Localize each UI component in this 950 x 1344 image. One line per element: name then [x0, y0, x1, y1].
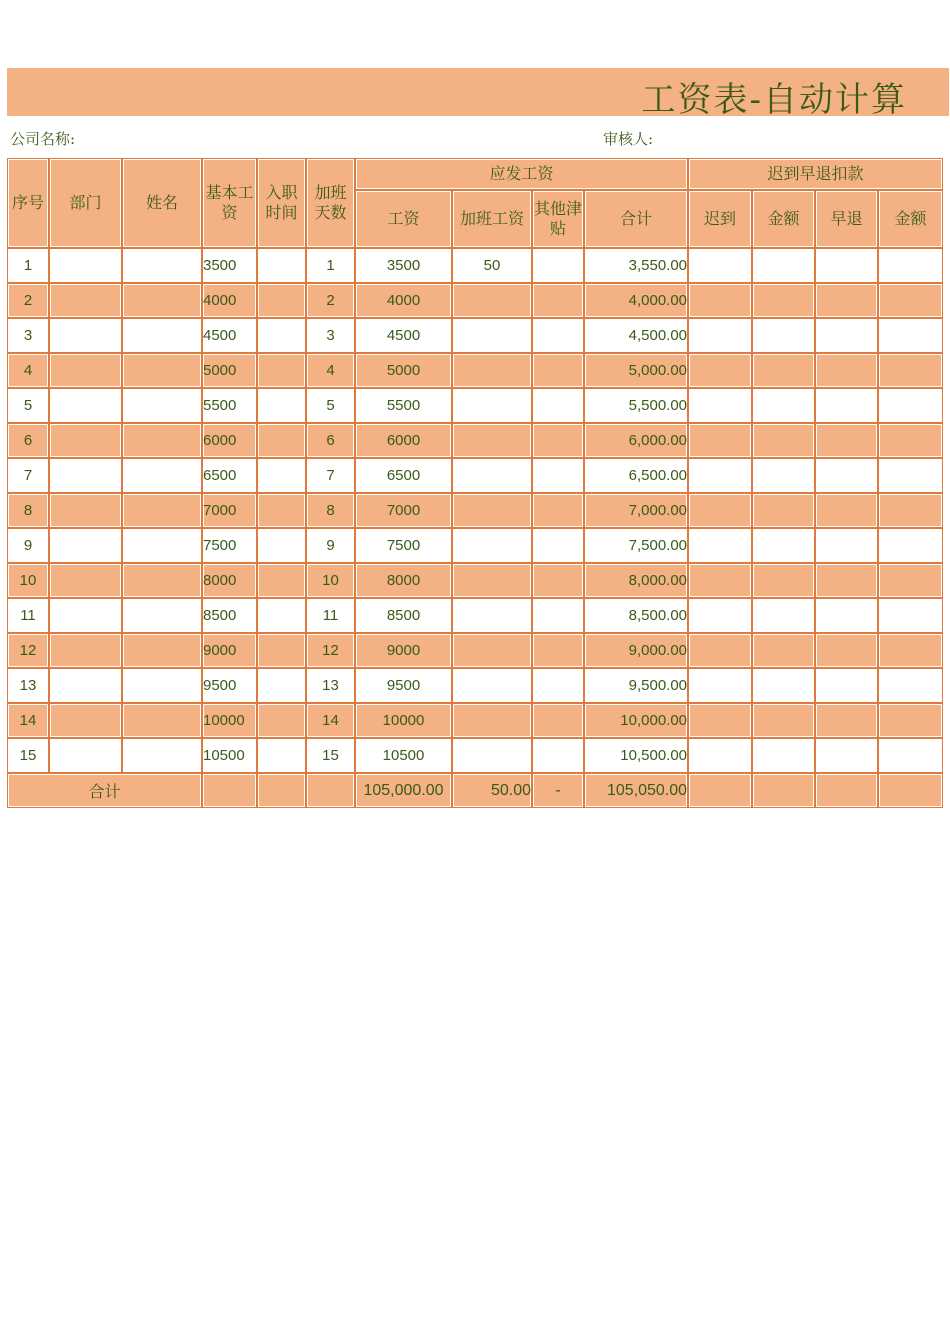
base-salary-cell[interactable]: 8500	[202, 598, 257, 633]
header-subtotal: 合计	[584, 190, 688, 248]
header-early: 早退	[815, 190, 878, 248]
name-cell[interactable]	[122, 318, 202, 353]
title-bar	[7, 68, 949, 120]
base-salary-cell[interactable]: 6000	[202, 423, 257, 458]
ot-pay-cell[interactable]	[452, 318, 532, 353]
other-allowance-cell[interactable]	[532, 738, 584, 773]
ot-days-cell[interactable]: 9	[306, 528, 355, 563]
table-row	[7, 248, 943, 283]
ot-days-cell[interactable]: 2	[306, 283, 355, 318]
dept-cell[interactable]	[49, 318, 122, 353]
header-ot-pay: 加班工资	[452, 190, 532, 248]
ot-pay-cell[interactable]: 50	[452, 248, 532, 283]
ot-days-cell[interactable]: 11	[306, 598, 355, 633]
ot-days-cell[interactable]: 6	[306, 423, 355, 458]
early-amount-cell[interactable]	[878, 423, 943, 458]
wage-cell[interactable]: 4500	[355, 318, 452, 353]
late-amount-cell[interactable]	[752, 458, 815, 493]
ot-pay-cell[interactable]	[452, 668, 532, 703]
dept-cell[interactable]	[49, 388, 122, 423]
late-amount-cell[interactable]	[752, 668, 815, 703]
base-salary-cell[interactable]: 6500	[202, 458, 257, 493]
early-cell[interactable]	[815, 598, 878, 633]
early-cell[interactable]	[815, 493, 878, 528]
name-cell[interactable]	[122, 423, 202, 458]
subtotal-cell[interactable]: 8,500.00	[584, 598, 688, 633]
seq-cell[interactable]: 13	[7, 668, 49, 703]
early-cell[interactable]	[815, 738, 878, 773]
ot-pay-cell[interactable]	[452, 458, 532, 493]
hire-date-cell[interactable]	[257, 248, 306, 283]
late-amount-cell[interactable]	[752, 598, 815, 633]
early-amount-cell[interactable]	[878, 528, 943, 563]
early-cell[interactable]	[815, 388, 878, 423]
wage-cell[interactable]: 7500	[355, 528, 452, 563]
seq-cell[interactable]: 8	[7, 493, 49, 528]
early-amount-cell[interactable]	[878, 248, 943, 283]
subtotal-cell[interactable]: 10,000.00	[584, 703, 688, 738]
early-amount-cell[interactable]	[878, 738, 943, 773]
table-row	[7, 668, 943, 703]
subtotal-cell[interactable]: 6,000.00	[584, 423, 688, 458]
ot-days-cell[interactable]: 1	[306, 248, 355, 283]
dept-cell[interactable]	[49, 353, 122, 388]
ot-days-cell[interactable]: 7	[306, 458, 355, 493]
early-cell[interactable]	[815, 318, 878, 353]
seq-cell[interactable]: 4	[7, 353, 49, 388]
table-row	[7, 318, 943, 353]
name-cell[interactable]	[122, 248, 202, 283]
base-salary-cell[interactable]: 5500	[202, 388, 257, 423]
seq-cell[interactable]: 15	[7, 738, 49, 773]
wage-cell[interactable]: 3500	[355, 248, 452, 283]
seq-cell[interactable]: 2	[7, 283, 49, 318]
base-salary-cell[interactable]: 9500	[202, 668, 257, 703]
late-cell[interactable]	[688, 563, 752, 598]
dept-cell[interactable]	[49, 493, 122, 528]
early-amount-cell[interactable]	[878, 388, 943, 423]
base-salary-cell[interactable]: 7000	[202, 493, 257, 528]
ot-pay-cell[interactable]	[452, 528, 532, 563]
late-amount-cell[interactable]	[752, 633, 815, 668]
early-cell[interactable]	[815, 633, 878, 668]
name-cell[interactable]	[122, 738, 202, 773]
ot-days-cell[interactable]: 15	[306, 738, 355, 773]
table-cell[interactable]	[306, 773, 355, 808]
other-allowance-cell[interactable]	[532, 493, 584, 528]
wage-cell[interactable]: 5500	[355, 388, 452, 423]
subtotal-cell[interactable]: 9,500.00	[584, 668, 688, 703]
wage-cell[interactable]: 6500	[355, 458, 452, 493]
table-row	[7, 388, 943, 423]
late-cell[interactable]	[688, 388, 752, 423]
seq-cell[interactable]: 3	[7, 318, 49, 353]
totals-total[interactable]: 105,050.00	[584, 773, 688, 808]
ot-days-cell[interactable]: 8	[306, 493, 355, 528]
hire-date-cell[interactable]	[257, 703, 306, 738]
table-row	[7, 528, 943, 563]
subtotal-cell[interactable]: 5,000.00	[584, 353, 688, 388]
hire-date-cell[interactable]	[257, 353, 306, 388]
subtotal-cell[interactable]: 5,500.00	[584, 388, 688, 423]
dept-cell[interactable]	[49, 563, 122, 598]
dept-cell[interactable]	[49, 668, 122, 703]
early-amount-cell[interactable]	[878, 633, 943, 668]
header-late-amount: 金额	[752, 190, 815, 248]
early-cell[interactable]	[815, 458, 878, 493]
seq-cell[interactable]: 14	[7, 703, 49, 738]
early-amount-cell[interactable]	[878, 353, 943, 388]
base-salary-cell[interactable]: 7500	[202, 528, 257, 563]
header-seq: 序号	[7, 158, 49, 248]
header-wage: 工资	[355, 190, 452, 248]
ot-pay-cell[interactable]	[452, 598, 532, 633]
hire-date-cell[interactable]	[257, 458, 306, 493]
dept-cell[interactable]	[49, 703, 122, 738]
early-amount-cell[interactable]	[878, 703, 943, 738]
other-allowance-cell[interactable]	[532, 668, 584, 703]
dept-cell[interactable]	[49, 598, 122, 633]
hire-date-cell[interactable]	[257, 493, 306, 528]
early-cell[interactable]	[815, 703, 878, 738]
table-row	[7, 458, 943, 493]
name-cell[interactable]	[122, 388, 202, 423]
early-cell[interactable]	[815, 423, 878, 458]
wage-cell[interactable]: 7000	[355, 493, 452, 528]
totals-ot-pay[interactable]: 50.00	[452, 773, 532, 808]
reviewer-label: 审核人:	[603, 130, 654, 148]
seq-cell[interactable]: 10	[7, 563, 49, 598]
table-cell[interactable]	[815, 773, 878, 808]
early-amount-cell[interactable]	[878, 563, 943, 598]
base-salary-cell[interactable]: 9000	[202, 633, 257, 668]
late-cell[interactable]	[688, 283, 752, 318]
late-amount-cell[interactable]	[752, 738, 815, 773]
early-amount-cell[interactable]	[878, 598, 943, 633]
late-cell[interactable]	[688, 528, 752, 563]
ot-pay-cell[interactable]	[452, 563, 532, 598]
subtotal-cell[interactable]: 9,000.00	[584, 633, 688, 668]
other-allowance-cell[interactable]	[532, 528, 584, 563]
early-cell[interactable]	[815, 563, 878, 598]
seq-cell[interactable]: 1	[7, 248, 49, 283]
other-allowance-cell[interactable]	[532, 458, 584, 493]
ot-days-cell[interactable]: 10	[306, 563, 355, 598]
header-hire-date: 入职时间	[257, 158, 306, 248]
late-amount-cell[interactable]	[752, 353, 815, 388]
name-cell[interactable]	[122, 353, 202, 388]
wage-cell[interactable]: 4000	[355, 283, 452, 318]
name-cell[interactable]	[122, 458, 202, 493]
early-cell[interactable]	[815, 248, 878, 283]
hire-date-cell[interactable]	[257, 388, 306, 423]
header-early-amount: 金额	[878, 190, 943, 248]
ot-pay-cell[interactable]	[452, 493, 532, 528]
subtotal-cell[interactable]: 3,550.00	[584, 248, 688, 283]
late-amount-cell[interactable]	[752, 318, 815, 353]
other-allowance-cell[interactable]	[532, 388, 584, 423]
early-cell[interactable]	[815, 528, 878, 563]
name-cell[interactable]	[122, 563, 202, 598]
hire-date-cell[interactable]	[257, 633, 306, 668]
name-cell[interactable]	[122, 528, 202, 563]
header-dept: 部门	[49, 158, 122, 248]
ot-pay-cell[interactable]	[452, 633, 532, 668]
late-amount-cell[interactable]	[752, 528, 815, 563]
late-cell[interactable]	[688, 458, 752, 493]
wage-cell[interactable]: 8000	[355, 563, 452, 598]
ot-pay-cell[interactable]	[452, 283, 532, 318]
subtotal-cell[interactable]: 6,500.00	[584, 458, 688, 493]
dept-cell[interactable]	[49, 458, 122, 493]
dept-cell[interactable]	[49, 248, 122, 283]
header-deduction-group: 迟到早退扣款	[688, 158, 943, 190]
late-cell[interactable]	[688, 703, 752, 738]
base-salary-cell[interactable]: 4500	[202, 318, 257, 353]
name-cell[interactable]	[122, 668, 202, 703]
table-cell[interactable]	[878, 773, 943, 808]
late-amount-cell[interactable]	[752, 703, 815, 738]
base-salary-cell[interactable]: 10000	[202, 703, 257, 738]
header-other-allowance: 其他津贴	[532, 190, 584, 248]
seq-cell[interactable]: 11	[7, 598, 49, 633]
seq-cell[interactable]: 7	[7, 458, 49, 493]
subtotal-cell[interactable]: 4,500.00	[584, 318, 688, 353]
early-cell[interactable]	[815, 353, 878, 388]
name-cell[interactable]	[122, 493, 202, 528]
table-row	[7, 353, 943, 388]
table-row	[7, 738, 943, 773]
early-amount-cell[interactable]	[878, 458, 943, 493]
sheet-title: 工资表-自动计算	[641, 80, 907, 120]
name-cell[interactable]	[122, 633, 202, 668]
late-cell[interactable]	[688, 353, 752, 388]
other-allowance-cell[interactable]	[532, 248, 584, 283]
base-salary-cell[interactable]: 5000	[202, 353, 257, 388]
late-amount-cell[interactable]	[752, 423, 815, 458]
hire-date-cell[interactable]	[257, 598, 306, 633]
late-cell[interactable]	[688, 598, 752, 633]
subtotal-cell[interactable]: 7,500.00	[584, 528, 688, 563]
ot-days-cell[interactable]: 14	[306, 703, 355, 738]
subtotal-cell[interactable]: 4,000.00	[584, 283, 688, 318]
ot-days-cell[interactable]: 5	[306, 388, 355, 423]
late-cell[interactable]	[688, 423, 752, 458]
early-amount-cell[interactable]	[878, 668, 943, 703]
early-amount-cell[interactable]	[878, 493, 943, 528]
name-cell[interactable]	[122, 283, 202, 318]
late-cell[interactable]	[688, 668, 752, 703]
subtotal-cell[interactable]: 8,000.00	[584, 563, 688, 598]
table-row	[7, 703, 943, 738]
table-cell[interactable]	[257, 773, 306, 808]
header-ot-days: 加班天数	[306, 158, 355, 248]
ot-pay-cell[interactable]	[452, 738, 532, 773]
early-amount-cell[interactable]	[878, 318, 943, 353]
late-amount-cell[interactable]	[752, 248, 815, 283]
ot-days-cell[interactable]: 3	[306, 318, 355, 353]
totals-other[interactable]: -	[532, 773, 584, 808]
early-amount-cell[interactable]	[878, 283, 943, 318]
late-amount-cell[interactable]	[752, 563, 815, 598]
header-base-salary: 基本工资	[202, 158, 257, 248]
subtotal-cell[interactable]: 7,000.00	[584, 493, 688, 528]
table-row	[7, 283, 943, 318]
ot-days-cell[interactable]: 13	[306, 668, 355, 703]
late-cell[interactable]	[688, 318, 752, 353]
ot-days-cell[interactable]: 12	[306, 633, 355, 668]
ot-pay-cell[interactable]	[452, 703, 532, 738]
hire-date-cell[interactable]	[257, 668, 306, 703]
name-cell[interactable]	[122, 703, 202, 738]
other-allowance-cell[interactable]	[532, 318, 584, 353]
company-name-label: 公司名称:	[10, 130, 76, 148]
table-row	[7, 493, 943, 528]
ot-pay-cell[interactable]	[452, 423, 532, 458]
dept-cell[interactable]	[49, 423, 122, 458]
late-cell[interactable]	[688, 738, 752, 773]
dept-cell[interactable]	[49, 738, 122, 773]
ot-days-cell[interactable]: 4	[306, 353, 355, 388]
salary-table	[7, 158, 943, 808]
hire-date-cell[interactable]	[257, 563, 306, 598]
hire-date-cell[interactable]	[257, 528, 306, 563]
table-cell[interactable]	[752, 773, 815, 808]
hire-date-cell[interactable]	[257, 738, 306, 773]
other-allowance-cell[interactable]	[532, 423, 584, 458]
late-cell[interactable]	[688, 493, 752, 528]
wage-cell[interactable]: 10000	[355, 703, 452, 738]
other-allowance-cell[interactable]	[532, 633, 584, 668]
other-allowance-cell[interactable]	[532, 283, 584, 318]
wage-cell[interactable]: 8500	[355, 598, 452, 633]
other-allowance-cell[interactable]	[532, 598, 584, 633]
late-amount-cell[interactable]	[752, 283, 815, 318]
hire-date-cell[interactable]	[257, 318, 306, 353]
dept-cell[interactable]	[49, 283, 122, 318]
other-allowance-cell[interactable]	[532, 703, 584, 738]
wage-cell[interactable]: 10500	[355, 738, 452, 773]
seq-cell[interactable]: 12	[7, 633, 49, 668]
subtotal-cell[interactable]: 10,500.00	[584, 738, 688, 773]
late-amount-cell[interactable]	[752, 493, 815, 528]
other-allowance-cell[interactable]	[532, 353, 584, 388]
wage-cell[interactable]: 5000	[355, 353, 452, 388]
late-cell[interactable]	[688, 248, 752, 283]
table-cell[interactable]	[688, 773, 752, 808]
wage-cell[interactable]: 9500	[355, 668, 452, 703]
base-salary-cell[interactable]: 10500	[202, 738, 257, 773]
base-salary-cell[interactable]: 8000	[202, 563, 257, 598]
seq-cell[interactable]: 5	[7, 388, 49, 423]
wage-cell[interactable]: 6000	[355, 423, 452, 458]
name-cell[interactable]	[122, 598, 202, 633]
base-salary-cell[interactable]: 4000	[202, 283, 257, 318]
table-row	[7, 598, 943, 633]
table-row	[7, 423, 943, 458]
late-amount-cell[interactable]	[752, 388, 815, 423]
seq-cell[interactable]: 6	[7, 423, 49, 458]
table-row	[7, 563, 943, 598]
totals-row	[7, 773, 943, 808]
hire-date-cell[interactable]	[257, 283, 306, 318]
ot-pay-cell[interactable]	[452, 353, 532, 388]
header-payable-group: 应发工资	[355, 158, 688, 190]
totals-wage[interactable]: 105,000.00	[355, 773, 452, 808]
table-cell[interactable]	[202, 773, 257, 808]
totals-label[interactable]: 合计	[7, 773, 202, 808]
base-salary-cell[interactable]: 3500	[202, 248, 257, 283]
seq-cell[interactable]: 9	[7, 528, 49, 563]
ot-pay-cell[interactable]	[452, 388, 532, 423]
header-late: 迟到	[688, 190, 752, 248]
other-allowance-cell[interactable]	[532, 563, 584, 598]
header-name: 姓名	[122, 158, 202, 248]
early-cell[interactable]	[815, 668, 878, 703]
dept-cell[interactable]	[49, 528, 122, 563]
hire-date-cell[interactable]	[257, 423, 306, 458]
late-cell[interactable]	[688, 633, 752, 668]
table-row	[7, 633, 943, 668]
dept-cell[interactable]	[49, 633, 122, 668]
early-cell[interactable]	[815, 283, 878, 318]
wage-cell[interactable]: 9000	[355, 633, 452, 668]
